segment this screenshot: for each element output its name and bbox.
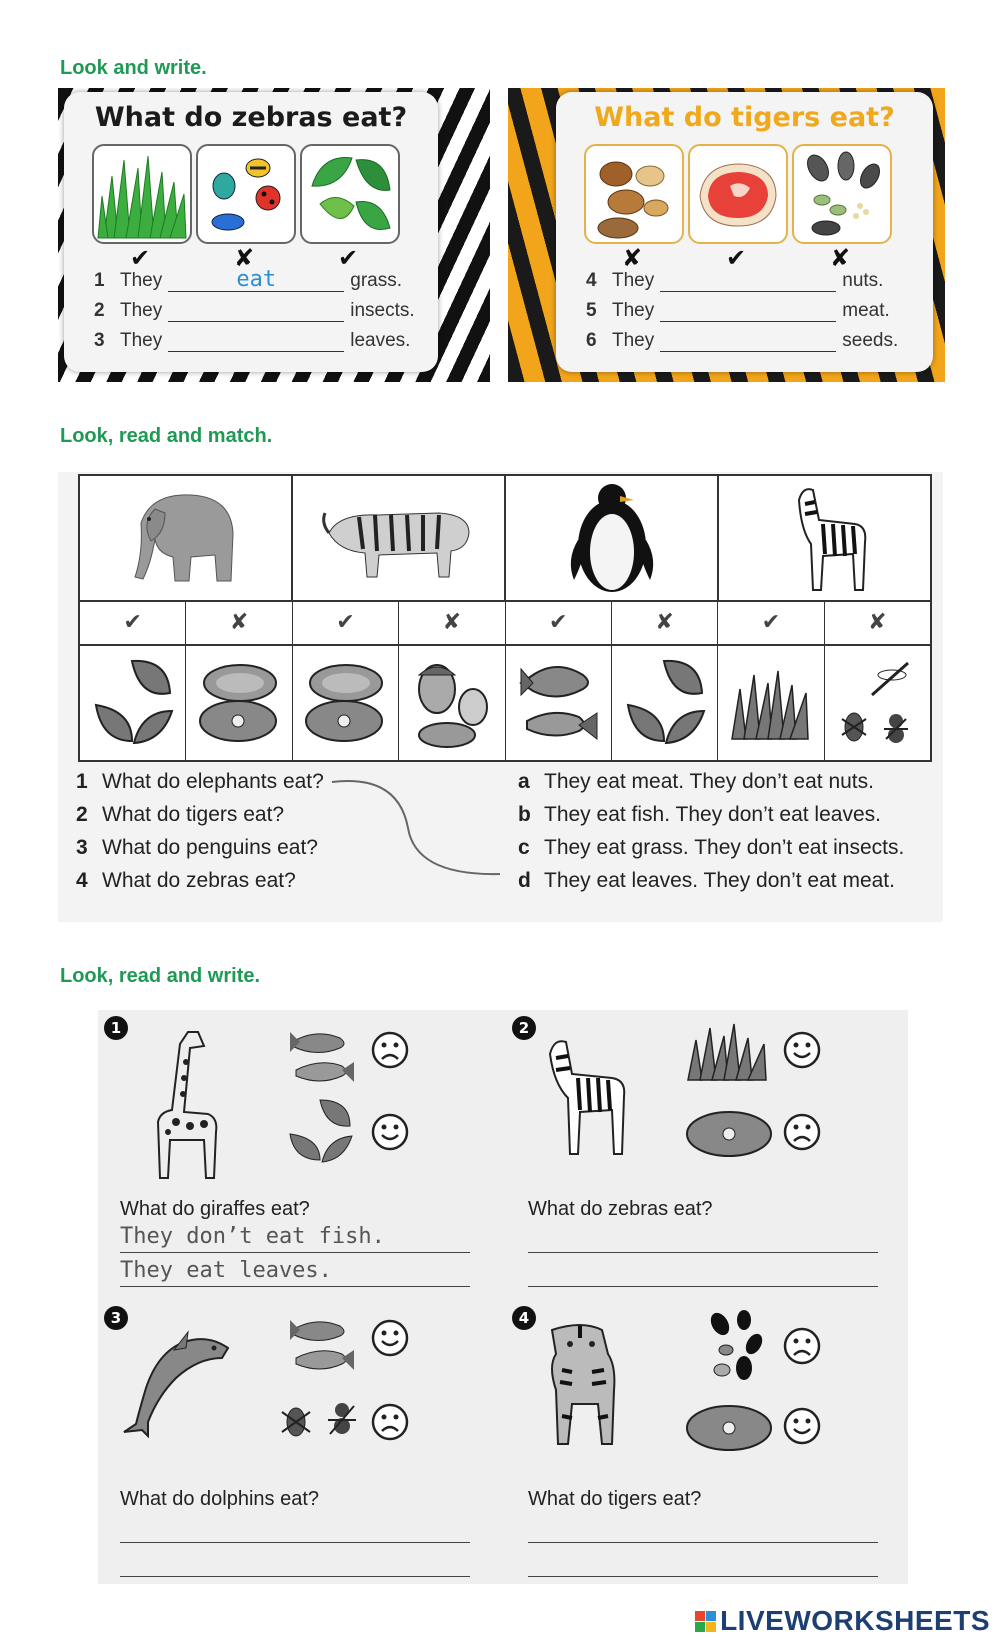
meat-icon xyxy=(690,146,786,242)
table-mark-7: ✔ xyxy=(718,602,824,644)
section-1-title: Look and write. xyxy=(60,57,207,79)
liveworksheets-logo-icon xyxy=(695,1611,716,1632)
meat-picture xyxy=(688,144,788,244)
question-number: 4 xyxy=(76,869,88,892)
giraffe-icon xyxy=(128,1022,228,1182)
leaves-icon xyxy=(286,1096,356,1166)
section-3-title: Look, read and write. xyxy=(60,965,261,987)
task-number: 1 xyxy=(104,1016,128,1040)
happy-face-icon xyxy=(370,1112,410,1152)
zebra-panel xyxy=(58,88,490,382)
food-cell-fish xyxy=(506,646,612,760)
sentence-food: nuts. xyxy=(842,270,884,291)
leaves-icon xyxy=(302,146,398,242)
table-mark-2: ✘ xyxy=(186,602,292,644)
nuts-icon xyxy=(407,655,497,751)
answer-letter: c xyxy=(518,836,530,859)
food-cell-meat-2 xyxy=(293,646,399,760)
answer-input-2[interactable] xyxy=(168,301,344,322)
table-mark-3: ✔ xyxy=(293,602,399,644)
answer-text: They eat meat. They don’t eat nuts. xyxy=(544,770,874,793)
table-mark-6: ✘ xyxy=(612,602,718,644)
insects-icon xyxy=(276,1392,366,1448)
dolphin-icon xyxy=(118,1328,238,1438)
tiger-mark-3: ✘ xyxy=(829,244,851,272)
task-number: 4 xyxy=(512,1306,536,1330)
happy-face-icon xyxy=(782,1406,822,1446)
question-2 xyxy=(76,803,284,827)
sentence-food: meat. xyxy=(842,300,890,321)
elephant-cell xyxy=(80,476,293,600)
liveworksheets-brand xyxy=(695,1605,990,1637)
task-question: What do giraffes eat? xyxy=(120,1198,310,1220)
answer-line-1[interactable]: They don’t eat fish. xyxy=(120,1222,470,1253)
elephant-icon xyxy=(121,483,251,593)
sentence-subject: They xyxy=(120,300,163,321)
match-exercise xyxy=(58,472,943,922)
grass-icon xyxy=(726,655,816,751)
sentence-food: insects. xyxy=(350,300,415,321)
answer-text: They eat leaves. They don’t eat meat. xyxy=(544,869,895,892)
nuts-picture xyxy=(584,144,684,244)
question-number: 3 xyxy=(76,836,88,859)
grass-picture xyxy=(92,144,192,244)
answer-line-1[interactable] xyxy=(528,1512,878,1543)
tiger-icon xyxy=(319,493,479,583)
task-number: 2 xyxy=(512,1016,536,1040)
answer-line-2[interactable] xyxy=(528,1546,878,1577)
table-mark-5: ✔ xyxy=(506,602,612,644)
zebra-sentence-2 xyxy=(94,300,415,322)
brand-name: LIVEWORKSHEETS xyxy=(720,1605,990,1636)
question-3 xyxy=(76,836,318,860)
sad-face-icon xyxy=(782,1326,822,1366)
answer-text: They eat grass. They don’t eat insects. xyxy=(544,836,905,859)
zebra-mark-1: ✔ xyxy=(129,244,151,272)
leaves-icon xyxy=(88,655,178,751)
question-text: What do elephants eat? xyxy=(102,770,324,793)
leaves-picture xyxy=(300,144,400,244)
answer-c[interactable] xyxy=(518,836,904,860)
grass-icon xyxy=(684,1020,774,1084)
question-1 xyxy=(76,770,324,794)
tiger-icon xyxy=(532,1320,632,1450)
question-text: What do zebras eat? xyxy=(102,869,296,892)
insects-icon xyxy=(198,146,294,242)
answer-input-5[interactable] xyxy=(660,301,836,322)
seeds-icon xyxy=(702,1310,766,1382)
task-2 xyxy=(506,1010,886,1292)
zebra-mark-3: ✔ xyxy=(337,244,359,272)
sad-face-icon xyxy=(370,1030,410,1070)
question-number: 1 xyxy=(76,770,88,793)
task-question: What do dolphins eat? xyxy=(120,1488,320,1510)
zebra-sentence-3 xyxy=(94,330,410,352)
zebra-cell xyxy=(719,476,930,600)
sentence-number: 2 xyxy=(94,300,105,321)
answer-input-6[interactable] xyxy=(660,331,836,352)
write-exercise xyxy=(98,1010,908,1584)
tiger-panel xyxy=(508,88,945,382)
fish-icon xyxy=(513,655,603,751)
food-cell-grass xyxy=(718,646,824,760)
match-line[interactable] xyxy=(328,768,508,888)
insects-picture xyxy=(196,144,296,244)
answer-letter: b xyxy=(518,803,531,826)
answer-b[interactable] xyxy=(518,803,881,827)
fish-icon xyxy=(286,1312,356,1376)
task-3 xyxy=(98,1300,478,1582)
tiger-mark-1: ✘ xyxy=(621,244,643,272)
answer-line-2[interactable] xyxy=(120,1546,470,1577)
happy-face-icon xyxy=(782,1030,822,1070)
answer-letter: a xyxy=(518,770,530,793)
sentence-food: seeds. xyxy=(842,330,899,351)
tiger-cell xyxy=(293,476,506,600)
question-text: What do penguins eat? xyxy=(102,836,318,859)
leaves-icon xyxy=(620,655,710,751)
table-mark-8: ✘ xyxy=(868,610,887,635)
foods-row xyxy=(80,646,930,760)
sentence-subject: They xyxy=(612,300,655,321)
meat-icon xyxy=(300,655,390,751)
sentence-subject: They xyxy=(120,270,163,291)
food-table xyxy=(78,474,932,762)
zebra-icon xyxy=(536,1030,636,1160)
question-4 xyxy=(76,869,296,893)
sentence-number: 4 xyxy=(586,270,597,291)
answer-text: eat xyxy=(236,267,277,292)
answer-line-2[interactable]: They eat leaves. xyxy=(120,1256,470,1287)
sentence-food: leaves. xyxy=(350,330,411,351)
table-mark-1: ✔ xyxy=(80,602,186,644)
insects-icon xyxy=(832,655,922,751)
task-1 xyxy=(98,1010,478,1292)
answer-a[interactable] xyxy=(518,770,874,794)
grass-icon xyxy=(94,146,190,242)
tiger-sentence-5 xyxy=(586,300,890,322)
fish-icon xyxy=(286,1024,356,1088)
answer-line-2[interactable] xyxy=(528,1256,878,1287)
zebra-card xyxy=(64,92,438,372)
food-cell-meat xyxy=(186,646,292,760)
penguin-cell xyxy=(506,476,719,600)
food-cell-leaves xyxy=(80,646,186,760)
sentence-subject: They xyxy=(612,270,655,291)
answer-line-1[interactable] xyxy=(528,1222,878,1253)
sentence-subject: They xyxy=(612,330,655,351)
animals-row xyxy=(80,476,930,602)
marks-row xyxy=(80,602,930,646)
answer-text: They eat fish. They don’t eat leaves. xyxy=(544,803,881,826)
answer-letter: d xyxy=(518,869,531,892)
sentence-food: grass. xyxy=(350,270,402,291)
answer-d[interactable] xyxy=(518,869,895,893)
table-mark-4: ✘ xyxy=(399,602,505,644)
meat-icon xyxy=(684,1106,774,1162)
penguin-icon xyxy=(562,480,662,596)
tiger-sentence-6 xyxy=(586,330,898,352)
answer-line-1[interactable] xyxy=(120,1512,470,1543)
task-number: 3 xyxy=(104,1306,128,1330)
answer-input-4[interactable] xyxy=(660,271,836,292)
sentence-subject: They xyxy=(120,330,163,351)
section-2-title: Look, read and match. xyxy=(60,425,273,447)
zebra-mark-2: ✘ xyxy=(233,244,255,272)
sentence-number: 6 xyxy=(586,330,597,351)
zebra-icon xyxy=(775,480,875,596)
question-number: 2 xyxy=(76,803,88,826)
question-text: What do tigers eat? xyxy=(102,803,285,826)
seeds-picture xyxy=(792,144,892,244)
sad-face-icon xyxy=(370,1402,410,1442)
sentence-number: 1 xyxy=(94,270,105,291)
sentence-number: 5 xyxy=(586,300,597,321)
food-cell-leaves-2 xyxy=(612,646,718,760)
food-cell-nuts xyxy=(399,646,505,760)
tiger-mark-2: ✔ xyxy=(725,244,747,272)
meat-icon xyxy=(684,1400,774,1456)
tiger-card xyxy=(556,92,933,372)
sentence-number: 3 xyxy=(94,330,105,351)
tiger-sentence-4 xyxy=(586,270,883,292)
nuts-icon xyxy=(586,146,682,242)
sad-face-icon xyxy=(782,1112,822,1152)
food-cell-insects xyxy=(825,646,930,760)
meat-icon xyxy=(194,655,284,751)
task-question: What do tigers eat? xyxy=(528,1488,702,1510)
answer-input-3[interactable] xyxy=(168,331,344,352)
task-question: What do zebras eat? xyxy=(528,1198,713,1220)
answer-input-1[interactable] xyxy=(168,267,344,292)
seeds-icon xyxy=(794,146,890,242)
tiger-card-title: What do tigers eat? xyxy=(594,102,895,133)
zebra-sentence-1 xyxy=(94,267,402,292)
task-4 xyxy=(506,1300,886,1582)
zebra-card-title: What do zebras eat? xyxy=(94,102,408,133)
happy-face-icon xyxy=(370,1318,410,1358)
